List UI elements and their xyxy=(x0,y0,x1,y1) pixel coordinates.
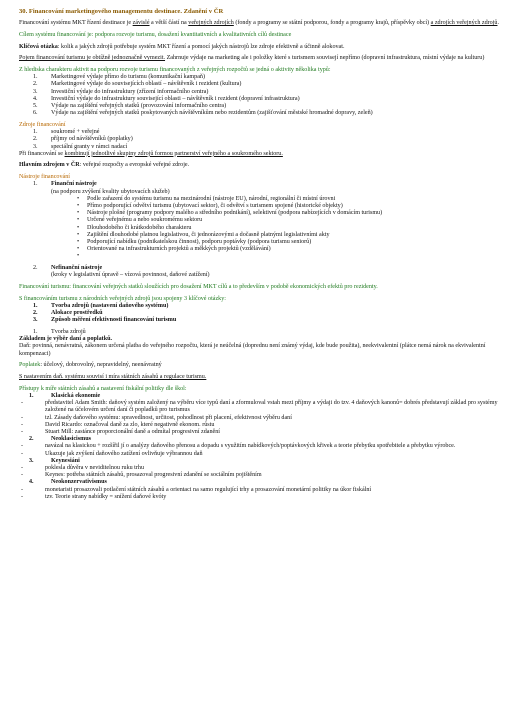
list-item: 4. Investiční výdaje do infrastruktury související oblasti – návštěvník i rezident (dopravní infrastruktura) xyxy=(33,95,300,102)
financial-tools-sub: (na podporu zvýšení kvality ubytovacích služeb) xyxy=(51,188,170,195)
financing-definition: Financování turismu: financování veřejných statků sloužících pro dosažení MKT cílů a to především v podobě ekonomických efektů pro rezidenty. xyxy=(19,284,378,290)
bullet-icon: • xyxy=(77,202,80,209)
character-list xyxy=(33,74,501,117)
concept-paragraph xyxy=(19,55,501,62)
school-3-lines xyxy=(19,465,501,479)
intro-underlined-2: veřejných zdrojích xyxy=(188,20,234,27)
list-item: 1. Marketingové výdaje přímo do turismu (komunikační kampaň) xyxy=(33,74,206,81)
list-item: 1. Tvorba zdrojů (nastavení daňového systému) xyxy=(33,302,169,309)
tools-list-2 xyxy=(33,265,501,279)
key-question-label: Klíčová otázka xyxy=(19,43,58,50)
list-item: 1. Tvorba zdrojů xyxy=(33,329,86,336)
tools-heading: Nástroje financování xyxy=(19,174,70,181)
bullet-icon: • xyxy=(77,246,80,253)
character-intro: Z hlediska charakteru aktivit na podporu rozvoje turismu financovaných z veřejných rozpočtů se jedná o aktivity několika typů: xyxy=(19,67,331,74)
bullet-icon: • xyxy=(77,224,80,231)
nonfinancial-tools-label: Nefinanční nástroje xyxy=(51,265,103,272)
intro-text: (fondy a programy se státní podporou, fondy a programy krajů, příspěvky obcí) xyxy=(233,20,431,27)
school-item: 2. Neoklasicismus xyxy=(29,436,91,443)
list-item: 2. Marketingové výdaje do souvisejících oblastí – návštěvník i rezident (kultura) xyxy=(33,81,242,88)
bullet-item: • Určené veřejnému a nebo soukromému sektoru xyxy=(77,217,203,224)
sources-heading: Zdroje financování xyxy=(19,121,66,128)
bullet-icon: • xyxy=(77,238,80,245)
financial-tools-bullets xyxy=(77,196,501,261)
dash-item: - poklesla důvěra v neviditelnou ruku trhu xyxy=(21,464,144,471)
list-item: 6. Výdaje na zajištění veřejných statků poskytovaných návštěvníkům nebo rezidentům (zajišťování městské hromadné dopravy, zeleň) xyxy=(33,110,373,117)
list-item: 3. Investiční výdaje do infrastruktury (zřízení informačního centra) xyxy=(33,88,209,95)
school-2-lines xyxy=(19,443,501,457)
intro-paragraph xyxy=(19,20,501,27)
list-item: 5. Výdaje na zajištění veřejných statků (provozování informačního centra) xyxy=(33,103,227,110)
fee-paragraph: Poplatek: účelový, dobrovolný, nepravidelný, neenávratný xyxy=(19,362,162,369)
bullet-icon: • xyxy=(77,210,80,217)
list-item: 2. příjmy od návštěvníků (poplatky) xyxy=(33,136,133,143)
school-4-lines xyxy=(19,487,501,501)
nonfinancial-tools-sub: (kroky v legislativní úpravě – vízová povinnost, daňové zatížení) xyxy=(51,272,210,279)
concept-text: Zahrnuje výdaje na marketing ale i položky které s turismem souvisejí nepřímo (dopravní infrastruktura, místní výdaje na kulturu) xyxy=(165,55,485,62)
bullet-icon: • xyxy=(77,231,80,238)
school-item: 3. Keynesiáni xyxy=(29,457,80,464)
bullet-item: • Orientované na infrastrukturních projektů a měkkých projektů (vzdělávání) xyxy=(77,246,271,253)
system-intro: S financováním turismu z národních veřejných zdrojů jsou spojeny 3 klíčové otázky: xyxy=(19,295,226,302)
aim-paragraph: Cílem systému financování je: podpora rozvoje turismu, dosažení kvantitativních a kvalitativních cílů destinace xyxy=(19,31,292,38)
page-title: 30. Financování marketingového managementu destinace. Zdanění v ČR xyxy=(19,8,224,15)
school-1-lines xyxy=(19,400,501,436)
bullet-icon: • xyxy=(77,253,80,260)
fee-label: Poplatek xyxy=(19,362,41,369)
bullet-item: • Podporující nabídku (podnikatelskou činnost), podporu poptávky (podpora turismu seniorů) xyxy=(77,238,312,245)
school-item: 1. Klasická ekonomie xyxy=(29,392,101,399)
schools-list xyxy=(29,436,501,443)
schools-list xyxy=(29,458,501,465)
bullet-item: • Nástroje plošné (programy podpory malého a středního podnikání), selektivní (podpora nabízejících v domácím turismu) xyxy=(77,210,383,217)
schools-list xyxy=(29,479,501,486)
tax-paragraph: Daň: povinná, nenávratná, zákonem určená platba do veřejného rozpočtu, která je neúčelná (doprednu není známý výdaj, kde bude použita), neekvivalentní (plátce nemá nárok na ekvivalentní kompenzaci) xyxy=(19,343,486,357)
sources-list xyxy=(33,129,501,151)
sources-note: Při financování se kombinují jednotlivé skupiny zdrojů formou partnerství veřejného a soukromého sektoru. xyxy=(19,150,283,157)
key-question-paragraph xyxy=(19,44,501,51)
bullet-item: • Zajištění dlouhodobé platnou legislativou, či jednorázovými a dočasně platnými legislativními akty xyxy=(77,231,330,238)
dash-item: - navázal na klasickou + rozšířil jí o analýzy daňového přenosu a dopadu s využitím nabídkových/poptávkových křivek a teorie přebytku spotřebitele a přebytku výrobce. xyxy=(21,443,456,450)
bullet-item: • Přímo podporující odvětví turismu (ubytovací sektor), či odvětví s turismem spojené (historické objekty) xyxy=(77,202,343,209)
system-note: S nastavením daň. systému souvisí i míra státních zásahů a regulace turismu. xyxy=(19,374,207,381)
bullet-icon: • xyxy=(77,195,80,202)
list-item: 1. Finanční nástroje xyxy=(33,181,97,188)
main-source-paragraph: Hlavním zdrojem v ČR: veřejné rozpočty a evropské veřejné zdroje. xyxy=(19,162,190,169)
concept-underlined: Pojem financování turismu je obtížně jednoznačně vymezit. xyxy=(19,55,166,62)
intro-text: Financování systému MKT řízení destinace je xyxy=(19,20,133,27)
tax-heading: Základem je výběr daní a poplatků. xyxy=(19,336,113,343)
dash-item: - David Ricardo: označoval daně za zlo, které negativně ekonom. růstu xyxy=(21,421,215,428)
intro-underlined-3: a zdrojích veřejných zdrojů xyxy=(430,20,498,27)
intro-underlined-1: závislé xyxy=(132,20,150,27)
list-item: 3. Způsob měření efektivnosti financování turismu xyxy=(33,317,177,324)
dash-item: - Stuart Mill: zastánce proporcionální daně a odmítal progresivní zdanění xyxy=(21,428,220,435)
dash-item: - tzl. Zásady daňového systému: spravedlnost, určitost, pohodlnost při placení, efektivnost výběru daní xyxy=(21,414,292,421)
approaches-heading: Přístupy k míře státních zásahů a nastavení fiskální politiky dle škol: xyxy=(19,385,187,392)
main-source-label: Hlavním zdrojem v ČR xyxy=(19,162,80,169)
list-item: 3. speciální granty v rámci nadací xyxy=(33,143,128,150)
list-item: 1. soukromé + veřejné xyxy=(33,129,100,136)
tools-list xyxy=(33,181,501,195)
dash-item: - tzv. Teorie strany nabídky = snížení daňové kvóty xyxy=(21,493,167,500)
bullet-item: • Podle zařazení do systému turismu na mezinárodní (nástroje EU), národní, regionální či místní úrovni xyxy=(77,195,336,202)
sources-note-underlined: kombinují jednotlivé skupiny zdrojů formou partnerství veřejného a soukromého sektoru. xyxy=(64,150,283,157)
financial-tools-label: Finanční nástroje xyxy=(51,181,97,188)
dash-item: - Keynes: potřeba státních zásahů, prosazoval progresivní zdanění se sociálním pojištěním xyxy=(21,472,262,479)
dash-item: - monetaristi prosazovali potlačení státních zásahů a orientaci na samo regulující trhy a prosazování monetární politiky na úkor fiskální xyxy=(21,486,372,493)
bullet-item: • Dlouhodobého či krátkodobého charakteru xyxy=(77,224,192,231)
dash-item: - Ukazuje jak zvýšení daňového zatížení ovlivňuje výbrannou daň xyxy=(21,450,203,457)
dash-item: - představitel Adam Smith: daňový systém založený na výběru více typů daní a zformuloval vstah mezi příjmy a výdaji do tzv. 4 daňových kanonů= dobrés představují základ pro systémy založené na účelovém určení daní či popladků pro turismus xyxy=(21,400,498,414)
bullet-item xyxy=(77,253,501,260)
intro-text: a větší částí na xyxy=(149,20,189,27)
bullet-icon: • xyxy=(77,217,80,224)
list-item: 2. Nefinanční nástroje xyxy=(33,265,103,272)
school-item: 4. Neokonzervativismus xyxy=(29,479,107,486)
intro-text: . xyxy=(497,20,499,27)
key-question-text: : kolik a jakých zdrojů potřebuje systém MKT řízení a pomocí jakých nástrojů lze zdroje efektivně a účinně alokovat. xyxy=(57,43,345,50)
list-item: 2. Alokace prostředků xyxy=(33,310,103,317)
system-list xyxy=(33,303,501,325)
